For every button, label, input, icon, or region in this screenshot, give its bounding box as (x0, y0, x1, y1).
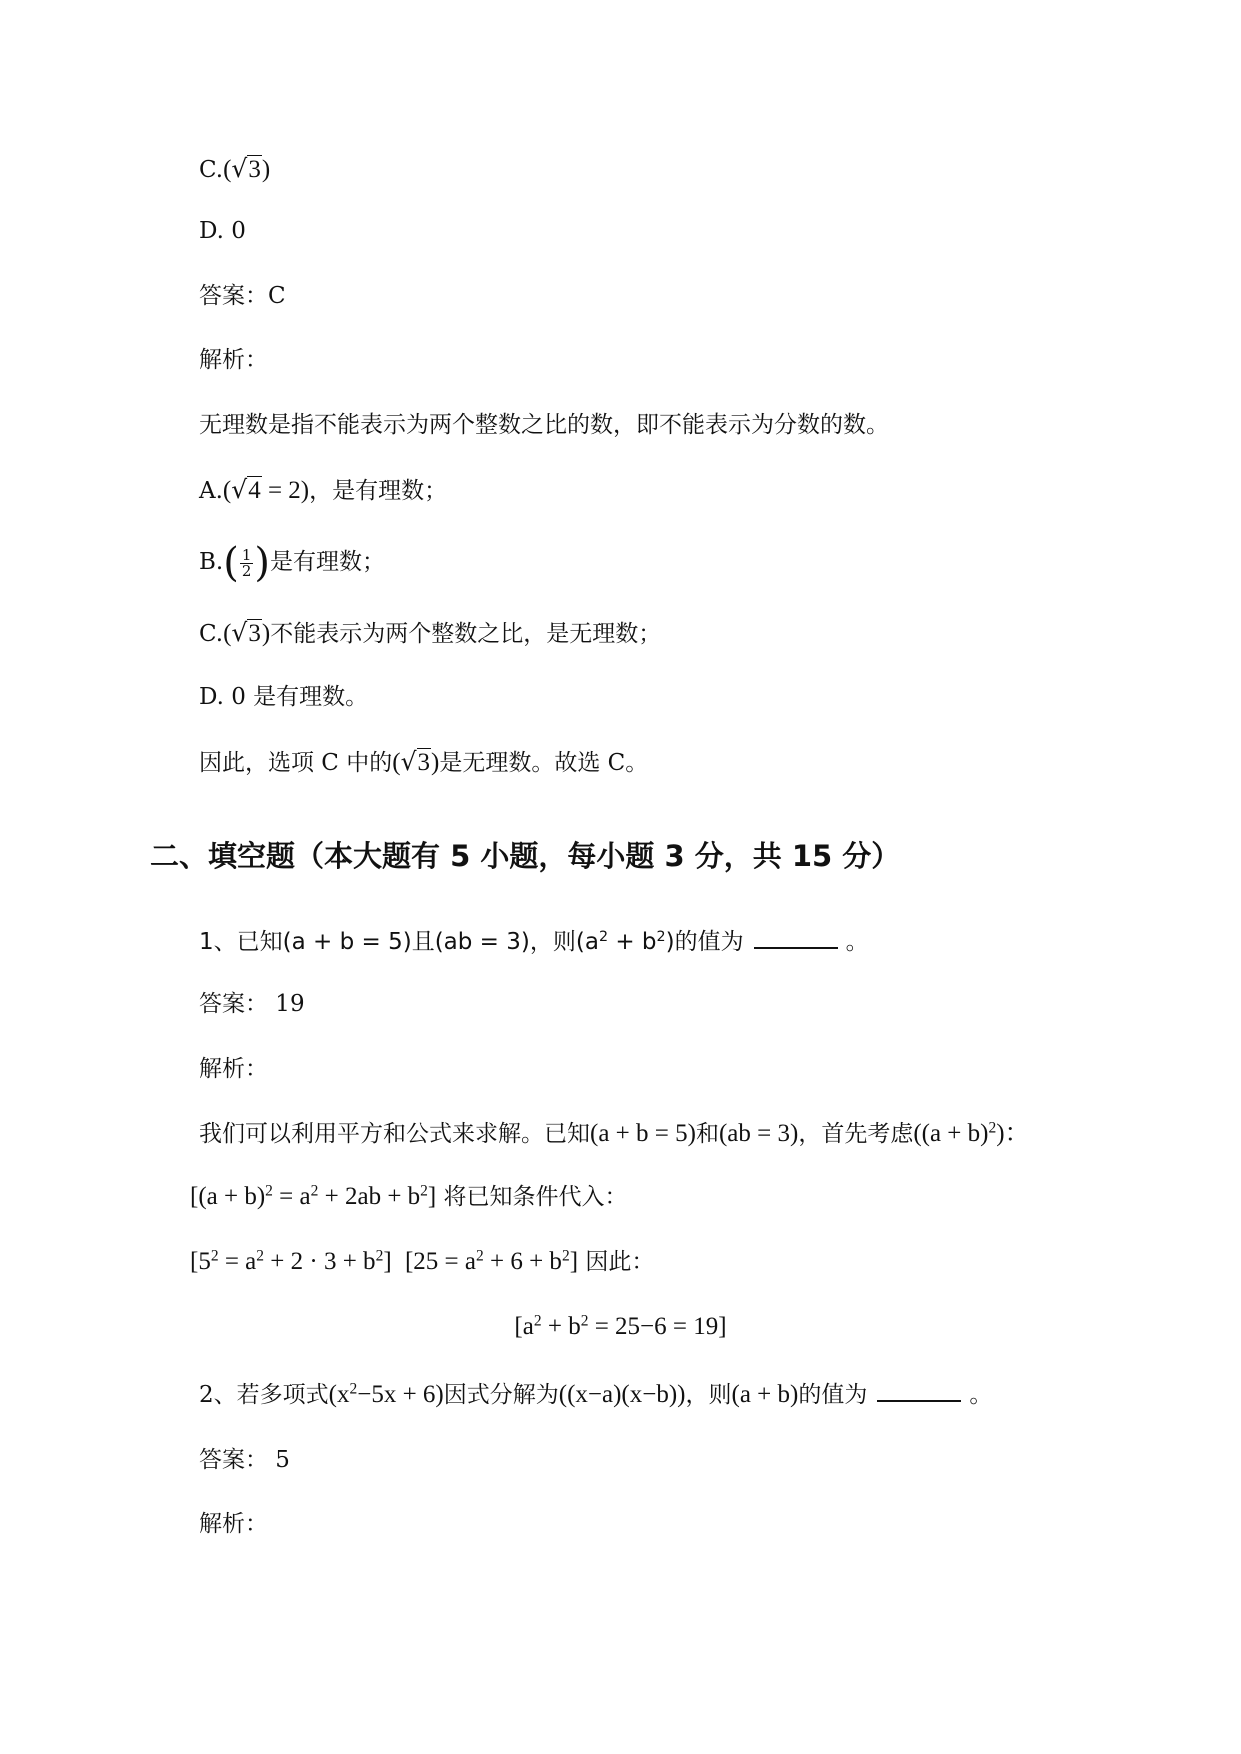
math-expr: (ab = 3) (434, 929, 530, 955)
formula-1: $[(a + b)^2 = a^2 + 2ab + b^2]$ 将已知条件代入： (190, 1182, 628, 1210)
math-expr: (√3) (223, 618, 271, 647)
irrational-definition: 无理数是指不能表示为两个整数之比的数，即不能表示为分数的数。 (199, 412, 889, 438)
math-expr: (a + b = 5) (282, 929, 412, 955)
option-label: C. (199, 157, 224, 183)
answer-blank (877, 1378, 961, 1402)
math-expr: (√3) (223, 154, 271, 183)
math-expr: (a + b = 5) (590, 1120, 696, 1147)
math-expr: $(a^2 + b^2)$ (575, 929, 675, 955)
math-expr: (a + b) (731, 1381, 799, 1408)
option-label: A. (199, 478, 223, 504)
answer-line: 答案：C (199, 283, 286, 309)
q1-analysis-label: 解析： (199, 1056, 268, 1082)
q1-answer: 答案： 19 (199, 991, 305, 1017)
analysis-option-a: A.(√4 = 2)，是有理数； (199, 475, 448, 504)
math-expr: $(x^2-5x + 6)$ (328, 1380, 444, 1408)
analysis-option-b: B.( $\frac{1}{2}$ )是有理数； (199, 540, 385, 586)
math-expr: (ab = 3) (718, 1120, 799, 1147)
math-expr: (√3) (392, 747, 440, 776)
option-label: B. (199, 549, 224, 575)
option-c (199, 152, 270, 187)
q2-analysis-label: 解析： (199, 1511, 268, 1537)
section-heading: 二、填空题（本大题有 5 小题，每小题 3 分，共 15 分） (150, 839, 901, 873)
math-expr: $((a + b)^2)$： (913, 1119, 1030, 1147)
analysis-option-c: C.(√3)不能表示为两个整数之比，是无理数； (199, 618, 662, 647)
conclusion-line: 因此，选项 C 中的(√3)是无理数。故选 C。 (199, 747, 649, 776)
analysis-label: 解析： (199, 347, 268, 373)
math-expr: ((x−a)(x−b)) (558, 1381, 686, 1408)
question-2: 2、若多项式$(x^2-5x + 6)$因式分解为((x−a)(x−b))，则(a + b)的值为 。 (199, 1378, 992, 1412)
option-d: D. 0 (199, 218, 246, 244)
fraction: $\frac{1}{2}$ (241, 545, 252, 580)
analysis-option-d: D. 0 是有理数。 (199, 684, 369, 710)
math-expr: (√4 = 2) (222, 475, 310, 504)
option-label: C. (199, 621, 224, 647)
formula-result: $[a^2 + b^2 = 25-6 = 19]$ (514, 1312, 727, 1340)
q2-answer: 答案： 5 (199, 1447, 290, 1473)
question-1: 1、已知(a + b = 5)且(ab = 3)，则$(a^2 + b^2)$的值为 。 (199, 925, 869, 959)
answer-blank (754, 925, 838, 949)
q1-explanation: 我们可以利用平方和公式来求解。已知(a + b = 5)和(ab = 3)，首先考虑$((a + b)^2)$： (199, 1119, 1030, 1147)
formula-2: $[5^2 = a^2 + 2 \cdot 3 + b^2] [25 = a^2 + 6 + b^2]$ 因此： (190, 1247, 655, 1275)
